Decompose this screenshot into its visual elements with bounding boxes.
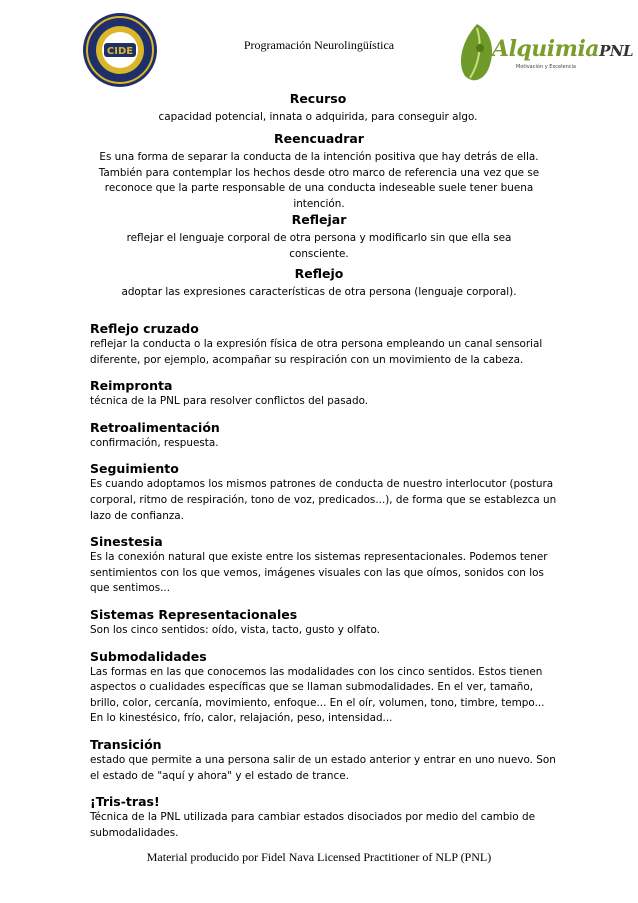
entry-term: Recurso	[289, 91, 347, 106]
glossary-entry	[90, 320, 560, 368]
entry-definition: Son los cinco sentidos: oído, vista, tacto, gusto y olfato.	[90, 623, 380, 636]
entry-term: Submodalidades	[90, 648, 207, 664]
entry-definition: técnica de la PNL para resolver conflictos del pasado.	[90, 395, 369, 408]
glossary-entry	[90, 419, 560, 452]
entry-term: Reimpronta	[90, 378, 173, 394]
entry-term: Reflejar	[291, 212, 347, 227]
glossary-entry	[90, 377, 560, 410]
entry-definition: Es cuando adoptamos los mismos patrones de conducta de nuestro interlocutor (postura corporal, ritmo de respiración, tono de voz, predicados...), de forma que se establezca un lazo de confianza.	[90, 478, 557, 522]
centered-entry	[110, 212, 528, 262]
entry-definition: reflejar la conducta o la expresión física de otra persona empleando un canal sensorial diferente, por ejemplo, acompañar su respiración con un movimiento de la cabeza.	[90, 338, 543, 366]
glossary-entry	[90, 533, 560, 597]
entry-definition: adoptar las expresiones características de otra persona (lenguaje corporal).	[121, 286, 517, 298]
centered-entry	[100, 266, 538, 301]
entry-definition: Es una forma de separar la conducta de la intención positiva que hay detrás de ella. También para contemplar los hechos desde otro marco de referencia una vez que se reconoce que la parte responsable de una conducta indeseable suele tener buena intención.	[98, 151, 540, 210]
glossary-list	[90, 320, 560, 850]
glossary-entry	[90, 648, 560, 727]
glossary-entry	[90, 460, 560, 524]
brand-tagline: Motivación y Excelencia	[516, 64, 576, 70]
entry-definition: capacidad potencial, innata o adquirida, para conseguir algo.	[158, 111, 478, 123]
entry-term: Reflejo	[294, 266, 344, 281]
entry-term: Retroalimentación	[90, 419, 220, 435]
alquimia-pnl-logo	[456, 22, 634, 90]
entry-term: Reflejo cruzado	[90, 321, 199, 336]
glossary-entry	[90, 736, 560, 784]
entry-term: Seguimiento	[90, 461, 179, 477]
entry-definition: estado que permite a una persona salir de un estado anterior y entrar en uno nuevo. Son el estado de "aquí y ahora" y el estado de trance.	[90, 753, 556, 782]
glossary-entry	[90, 606, 560, 639]
cide-seal-text: CIDE	[106, 46, 134, 57]
entry-definition: Las formas en las que conocemos las modalidades con los cinco sentidos. Estos tienen aspectos o cualidades específicas que se llaman submodalidades. En el ver, tamaño, brillo, color, cercanía, movimiento, enfoque... En el oír, volumen, tono, timbre, tempo... En lo kinestésico, frío, calor, relajación, peso, intensidad...	[90, 665, 545, 725]
entry-definition: reflejar el lenguaje corporal de otra persona y modificarlo sin que ella sea consciente.	[126, 232, 512, 260]
entry-term: Sinestesia	[90, 534, 163, 550]
centered-entry	[86, 131, 552, 212]
entry-definition: Es la conexión natural que existe entre los sistemas representacionales. Podemos tener sentimientos con los que vemos, imágenes visuales con las que oímos, sonidos con los que sentimos...	[90, 551, 548, 595]
entry-definition: confirmación, respuesta.	[90, 436, 219, 449]
entry-term: Reencuadrar	[274, 131, 364, 146]
entry-term: Sistemas Representacionales	[90, 606, 298, 622]
page-footer: Material producido por Fidel Nava Licensed Practitioner of NLP (PNL)	[146, 850, 492, 864]
header-title: Programación Neurolingüística	[243, 38, 395, 52]
brand-name: AlquimiaPNL	[492, 36, 634, 62]
entry-definition: Técnica de la PNL utilizada para cambiar estados disociados por medio del cambio de submodalidades.	[90, 811, 535, 839]
entry-term: Transición	[90, 736, 162, 752]
centered-entry	[80, 91, 556, 126]
glossary-entry	[90, 793, 560, 841]
brand-suffix: PNL	[599, 42, 634, 60]
entry-term: ¡Tris-tras!	[90, 794, 160, 810]
